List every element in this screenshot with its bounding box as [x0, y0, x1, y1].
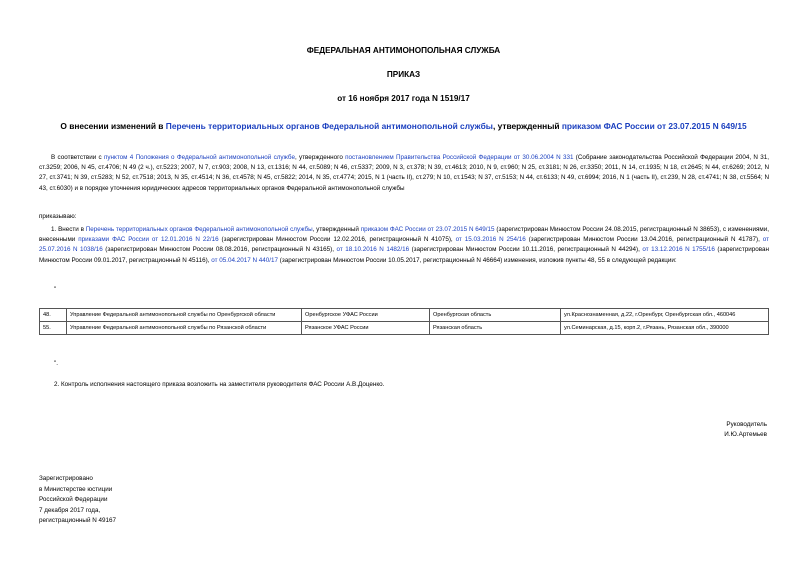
body-name: Управление Федеральной антимонопольной службы по Рязанской области: [67, 322, 302, 335]
item-1-text: (зарегистрирован Минюстом России 09.01.2017, регистрационный N 45116),: [39, 246, 769, 264]
item-1-text: (зарегистрирован Минюстом России 10.11.2016, регистрационный N 44294),: [409, 246, 643, 254]
body-name: Управление Федеральной антимонопольной службы по Оренбургской области: [67, 309, 302, 322]
item-1-text: (зарегистрирован Минюстом России 10.05.2017, регистрационный N 46664) изменения, изложив пункты 48, 55 в следующей редакции:: [278, 256, 677, 264]
document-date-number: от 16 ноября 2017 года N 1519/17: [337, 94, 470, 103]
item-1-paragraph: [39, 225, 769, 266]
preamble-link-regulation[interactable]: пунктом 4 Положения о Федеральной антимонопольной службе: [103, 154, 295, 161]
territorial-bodies-table: [39, 308, 769, 335]
registration-line: регистрационный N 49167: [39, 517, 117, 524]
preamble-text: В соответствии с: [51, 154, 104, 161]
title-text-2: , утвержденный: [492, 121, 562, 131]
address: ул.Краснознаменная, д.22, г.Оренбург, Оренбургская обл., 460046: [561, 309, 769, 322]
preamble-link-resolution[interactable]: постановлением Правительства Российской Федерации от 30.06.2004 N 331: [345, 154, 574, 161]
address: ул.Семинарская, д.15, корп.2, г.Рязань, Рязанская обл., 390000: [561, 322, 769, 335]
document-title: [20, 121, 787, 132]
region: Рязанская область: [430, 322, 561, 335]
item-1-text: (зарегистрирован Минюстом России 24.08.2015, регистрационный N 38653), с изменениями, внесенными: [39, 226, 770, 244]
quote-open: ": [54, 286, 57, 293]
table-row: [40, 322, 769, 335]
registration-line: Российской Федерации: [39, 496, 108, 503]
item-1-link-list[interactable]: Перечень территориальных органов Федеральной антимонопольной службы: [85, 226, 313, 233]
region: Оренбургская область: [430, 309, 561, 322]
short-name: Оренбургское УФАС России: [302, 309, 430, 322]
short-name: Рязанское УФАС России: [302, 322, 430, 335]
title-text-1: О внесении изменений в: [60, 121, 166, 131]
title-link-order[interactable]: приказом ФАС России от 23.07.2015 N 649/15: [561, 121, 747, 131]
preamble-text: , утвержденного: [294, 154, 346, 161]
order-word: приказываю:: [39, 213, 77, 220]
item-1-link-1755[interactable]: от 13.12.2016 N 1755/16: [642, 246, 715, 254]
issuing-authority: ФЕДЕРАЛЬНАЯ АНТИМОНОПОЛЬНАЯ СЛУЖБА: [306, 46, 501, 55]
item-1-link-440[interactable]: от 05.04.2017 N 440/17: [211, 256, 279, 264]
item-1-text: (зарегистрирован Минюстом России 12.02.2016, регистрационный N 41075),: [218, 236, 456, 244]
item-1-text: (зарегистрирован Минюстом России 13.04.2016, регистрационный N 41787),: [525, 236, 763, 244]
item-1-link-254[interactable]: от 15.03.2016 N 254/16: [455, 236, 526, 244]
registration-line: Зарегистрировано: [39, 475, 93, 482]
registration-line: в Министерстве юстиции: [39, 485, 113, 493]
registration-line: 7 декабря 2017 года,: [39, 506, 101, 514]
item-1-text: 1. Внести в: [51, 226, 86, 233]
document-type: ПРИКАЗ: [386, 70, 421, 79]
preamble-paragraph: [39, 153, 769, 194]
quote-close: ".: [54, 360, 58, 367]
item-1-link-orders-22[interactable]: приказами ФАС России от 12.01.2016 N 22/16: [78, 236, 219, 244]
preamble-text: (Собрание законодательства Российской Федерации 2004, N 31, ст.3259; 2006, N 45, ст.4706; N 49 (2 ч.), ст.5223; 2007, N 7, ст.903; 2008, N 13, ст.1316; N 44, ст.5089; N 46, ст.5337; 2009, N 3, ст.378; N 39, ст.4613; 2010, N 9, ст.960; N 25, ст.3181; N 26, ст.3350; 2011, N 14, ст.1935; N 18, ст.2645; N 44, ст.6269; 2012, N 27, ст.3741; N 39, ст.5283; N 52, ст.7518; 2013, N 35, ст.4514; N 36, ст.4578; N 45, ст.5822; 2014, N 35, ст.4774; 2015, N 1 (часть II), ст.279; N 10, ст.1543; N 37, ст.5153; N 44, ст.6133; N 49, ст.6994; 2016, N 1 (часть II), ст.239, N 28, ст.4741; N 38, ст.5564; N 43, ст.6030) и в порядке уточнения юридических адресов территориальных органов Федеральной антимонопольной службы: [39, 154, 769, 192]
item-1-text: (зарегистрирован Минюстом России 08.08.2016, регистрационный N 43165),: [102, 246, 337, 254]
item-1-text: , утвержденный: [312, 226, 361, 233]
registration-block: [39, 474, 116, 527]
item-1-link-1482[interactable]: от 18.10.2016 N 1482/16: [336, 246, 410, 254]
item-1-link-order[interactable]: приказом ФАС России от 23.07.2015 N 649/15: [360, 226, 495, 233]
row-number: 55.: [40, 322, 67, 335]
signature-role: Руководитель: [726, 421, 767, 428]
table-row: [40, 309, 769, 322]
signature-name: И.Ю.Артемьев: [724, 431, 767, 438]
item-1-link-1038[interactable]: от 25.07.2016 N 1038/16: [39, 236, 769, 254]
item-2-paragraph: 2. Контроль исполнения настоящего приказа возложить на заместителя руководителя ФАС России А.В.Доценко.: [54, 381, 385, 388]
row-number: 48.: [40, 309, 67, 322]
title-link-list[interactable]: Перечень территориальных органов Федеральной антимонопольной службы: [165, 121, 493, 131]
